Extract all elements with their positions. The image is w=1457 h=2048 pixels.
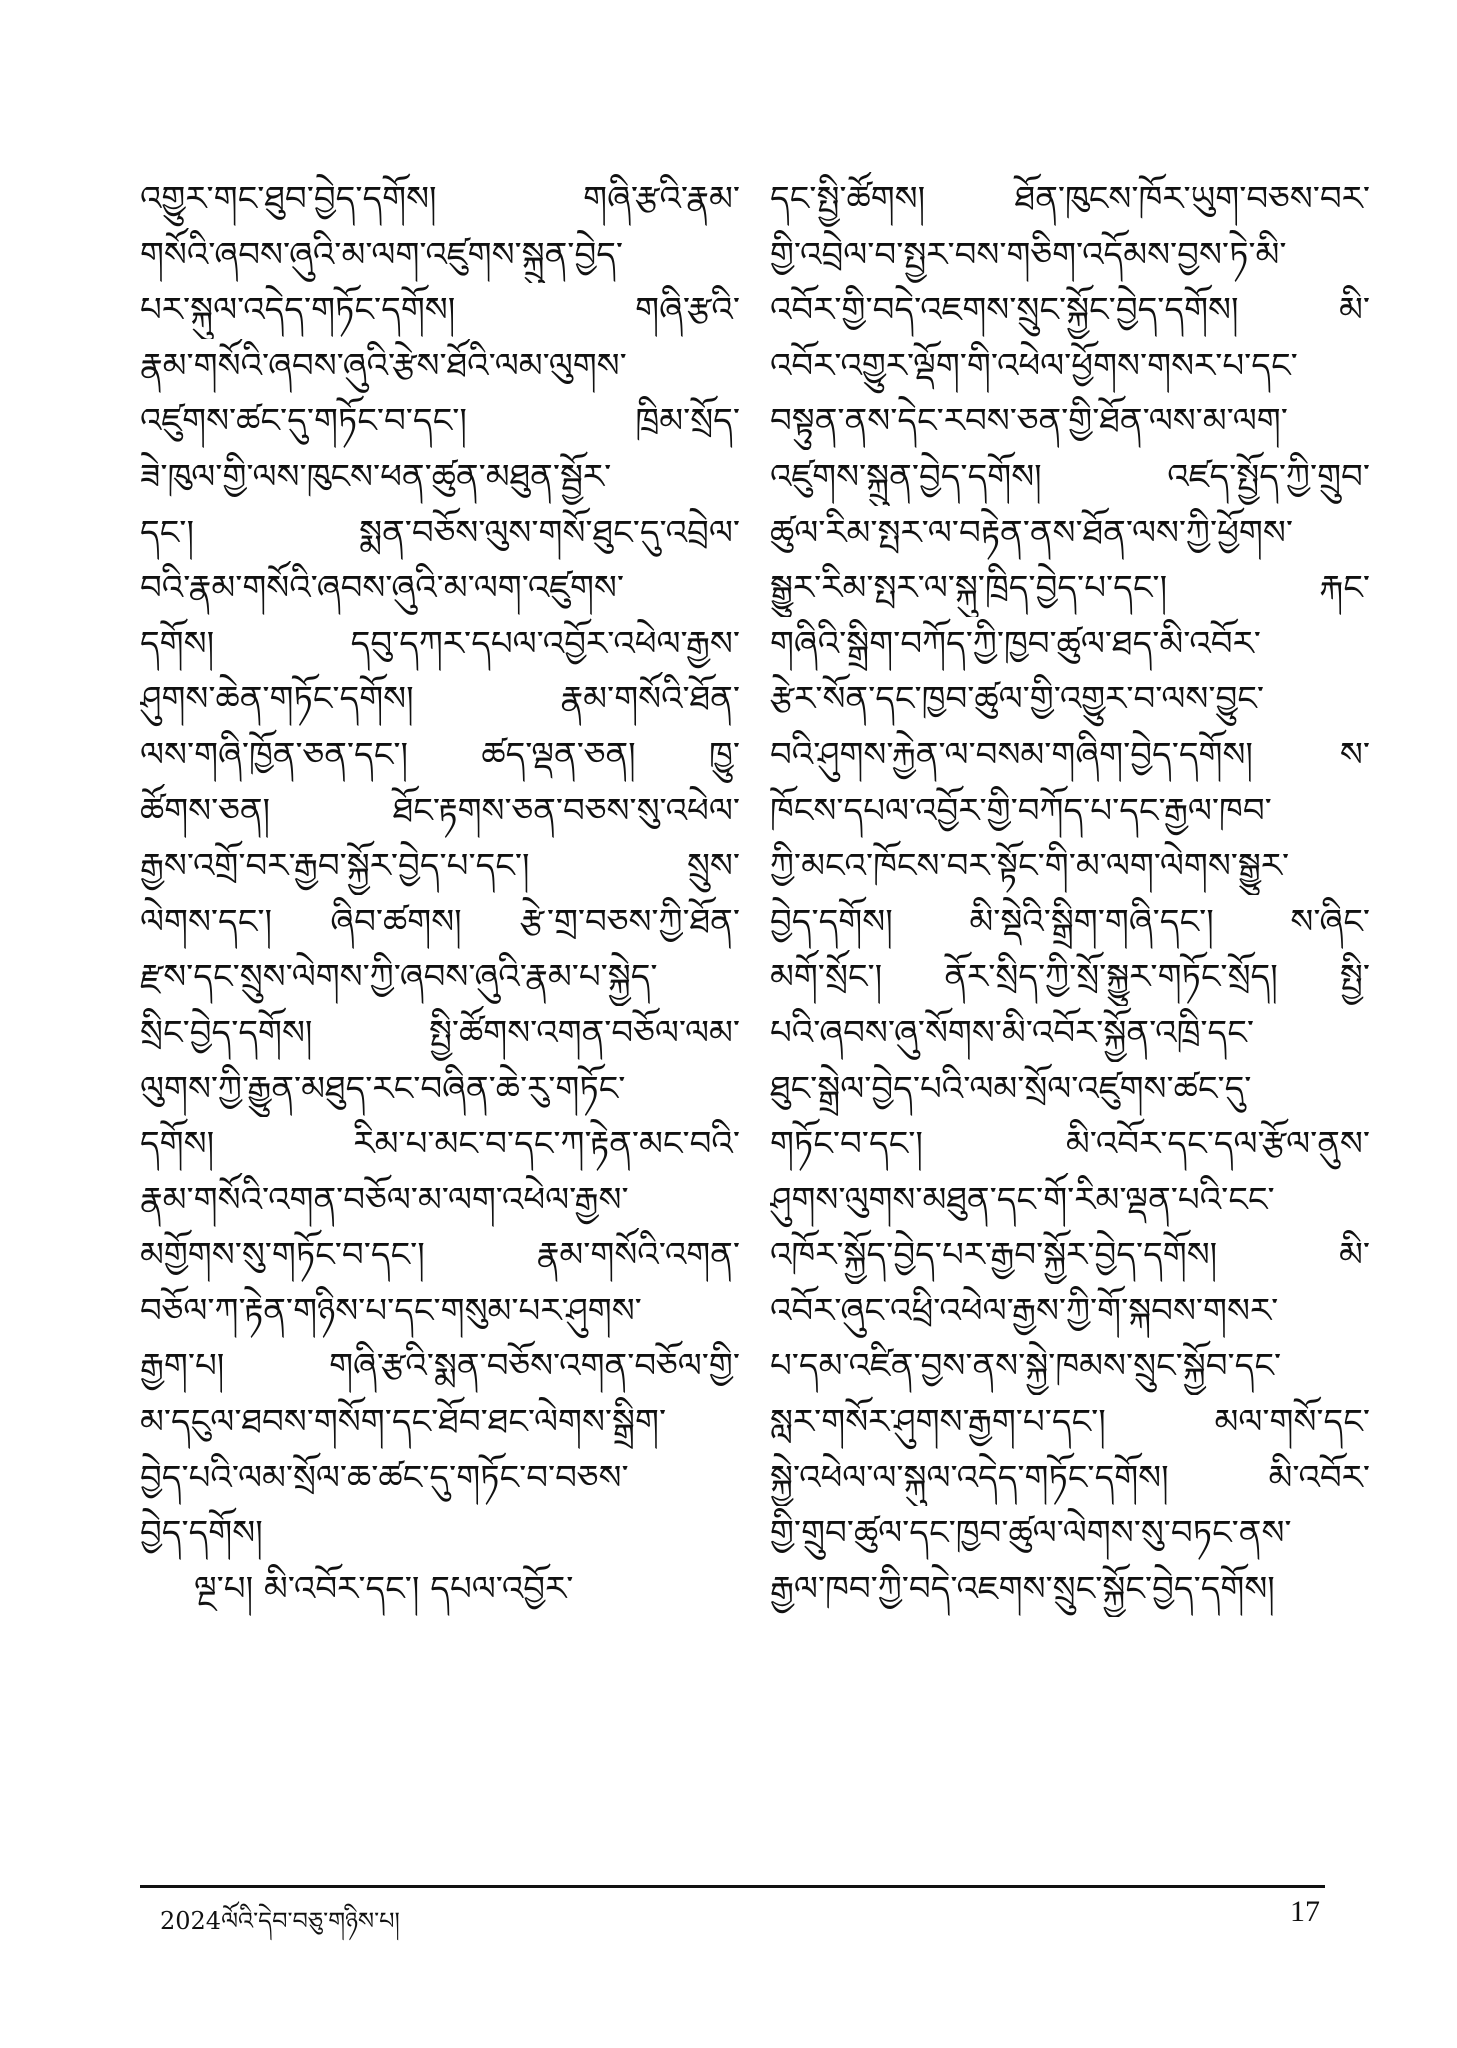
page-number: 17 bbox=[1290, 1895, 1320, 1928]
text-line: འཁོར་སྐྱོད་བྱེད་པར་རྒྱབ་སྐྱོར་བྱེད་དགོས། མི་ bbox=[770, 1235, 1370, 1276]
text-line: གཞིའི་སྒྲིག་བཀོད་ཀྱི་ཁྱབ་ཚུལ་ཐད་མི་འབོར་ bbox=[770, 623, 1261, 664]
text-line: ཤུགས་ལུགས་མཐུན་དང་གོ་རིམ་ལྡན་པའི་ངང་ bbox=[770, 1179, 1275, 1220]
text-line: སླར་གསོར་ཤུགས་རྒྱག་པ་དང་། མལ་གསོ་དང་ bbox=[770, 1402, 1370, 1443]
text-line: རྒྱལ་ཁབ་ཀྱི་བདེ་འཇགས་སྲུང་སྐྱོང་བྱེད་དགོས། bbox=[770, 1568, 1275, 1609]
text-line: སྲིང་བྱེད་དགོས། སྤྱི་ཚོགས་འགན་བཅོལ་ལམ་ bbox=[140, 1012, 740, 1053]
journal-issue-label: 2024ལོའི་དེབ་བཅུ་གཉིས་པ། bbox=[160, 1907, 400, 1935]
text-line: པ་དམ་འཛིན་བྱས་ནས་སྐྱེ་ཁམས་སྲུང་སྐྱོབ་དང་ bbox=[770, 1346, 1282, 1387]
text-line: འབོར་ཞུང་འཕྲི་འཕེལ་རྒྱས་ཀྱི་གོ་སྐབས་གསར་ bbox=[770, 1290, 1279, 1331]
text-line: འབོར་གྱི་བདེ་འཇགས་སྲུང་སྐྱོང་བྱེད་དགོས། མི་ bbox=[770, 290, 1370, 331]
text-line: ཐུང་སྒྲེལ་བྱེད་པའི་ལམ་སྲོལ་འཛུགས་ཚང་དུ་ bbox=[770, 1068, 1252, 1109]
text-line: ཚུལ་རིམ་སྤར་ལ་བརྟེན་ནས་ཐོན་ལས་ཀྱི་ཕྱོགས་ bbox=[770, 512, 1293, 553]
text-line: རྩེར་སོན་དང་ཁྱབ་ཚུལ་གྱི་འགྱུར་བ་ལས་བྱུང་ bbox=[770, 679, 1265, 720]
text-line: རྣམ་གསོའི་འགན་བཅོལ་མ་ལག་འཕེལ་རྒྱས་ bbox=[140, 1179, 629, 1220]
text-line: མགོ་སྲོང་། ནོར་སྲིད་ཀྱི་སྲོ་སྐྱུར་གཏོང་སྲོད། སྤྱི་ bbox=[770, 957, 1370, 998]
text-line: མགྱོགས་སུ་གཏོང་བ་དང་། རྣམ་གསོའི་འགན་ bbox=[140, 1235, 740, 1276]
text-line: ཟེ་ཁུལ་གྱི་ལས་ཁུངས་ཕན་ཚུན་མཐུན་སྦྱོར་ bbox=[140, 456, 612, 497]
text-line: འཛུགས་ཚང་དུ་གཏོང་བ་དང་། ཁྲིམ་སྲོད་ bbox=[140, 401, 740, 442]
text-line: རྒྱས་འགྲོ་བར་རྒྱབ་སྐྱོར་བྱེད་པ་དང་། སྲུས་ bbox=[140, 846, 740, 887]
text-line: སྒྱུར་རིམ་སྤར་ལ་སྐུ་ཁྲིད་བྱེད་པ་དང་། རྐང་ bbox=[770, 568, 1370, 609]
text-line: དང་། སྨན་བཅོས་ལུས་གསོ་ཐུང་དུ་འབྲེལ་ bbox=[140, 512, 740, 553]
text-line: རྒྱག་པ། གཞི་རྩའི་སྨན་བཅོས་འགན་བཅོལ་གྱི་ bbox=[140, 1346, 740, 1387]
text-line: མ་དངུལ་ཐབས་གསོག་དང་ཐོབ་ཐང་ལེགས་སྒྲིག་ bbox=[140, 1402, 667, 1443]
text-line: བསྟུན་ནས་དེང་རབས་ཅན་གྱི་ཐོན་ལས་མ་ལག་ bbox=[770, 401, 1288, 442]
text-line: ལེགས་དང་། ཞིབ་ཚགས། རྩེ་གྲ་བཅས་ཀྱི་ཐོན་ bbox=[140, 901, 740, 942]
text-line: བྱེད་དགོས། bbox=[140, 1513, 263, 1554]
text-line: ཤུགས་ཆེན་གཏོང་དགོས། རྣམ་གསོའི་ཐོན་ bbox=[140, 679, 740, 720]
footer-divider bbox=[140, 1885, 1325, 1888]
text-line: གྱི་འབྲེལ་བ་སྤྱར་བས་གཅིག་འདོམས་བྱས་ཏེ་མི་ bbox=[770, 234, 1287, 275]
right-column bbox=[770, 172, 1370, 1617]
text-line: འགྱུར་གང་ཐུབ་བྱེད་དགོས། གཞི་རྩའི་རྣམ་ bbox=[140, 179, 740, 219]
text-line: ཚོགས་ཅན། ཐོང་རྟགས་ཅན་བཅས་སུ་འཕེལ་ bbox=[140, 790, 740, 831]
text-line: བྱེད་དགོས། མི་སྡེའི་སྒྲིག་གཞི་དང་། ས་ཞིང་ bbox=[770, 901, 1370, 942]
text-line: གཏོང་བ་དང་། མི་འབོར་དང་དལ་རྩོལ་ནུས་ bbox=[770, 1124, 1370, 1165]
text-line: བའི་ཤུགས་རྐྱེན་ལ་བསམ་གཞིག་བྱེད་དགོས། ས་ bbox=[770, 734, 1370, 775]
text-line: སྐྱེ་འཕེལ་ལ་སྐུལ་འདེད་གཏོང་དགོས། མི་འབོར་ bbox=[770, 1457, 1370, 1498]
text-line: པར་སྐུལ་འདེད་གཏོང་དགོས། གཞི་རྩའི་ bbox=[140, 290, 740, 331]
text-line: བཅོལ་ཀ་རྟེན་གཉིས་པ་དང་གསུམ་པར་ཤུགས་ bbox=[140, 1290, 642, 1331]
text-line: གསོའི་ཞབས་ཞུའི་མ་ལག་འཛུགས་སྐྲུན་བྱེད་ bbox=[140, 234, 624, 275]
text-line: བྱེད་པའི་ལམ་སྲོལ་ཆ་ཚང་དུ་གཏོང་བ་བཅས་ bbox=[140, 1457, 629, 1498]
text-line: རྣམ་གསོའི་ཞབས་ཞུའི་རྩེས་ཐོའི་ལམ་ལུགས་ bbox=[140, 345, 627, 386]
text-line: པའི་ཞབས་ཞུ་སོགས་མི་འབོར་སྐྱོན་འཁྲི་དང་ bbox=[770, 1012, 1254, 1053]
text-line: གྱི་གྲུབ་ཚུལ་དང་ཁྱབ་ཚུལ་ལེགས་སུ་བཏང་ནས་ bbox=[770, 1513, 1292, 1554]
text-line: དགོས། རིམ་པ་མང་བ་དང་ཀ་རྟེན་མང་བའི་ bbox=[140, 1124, 740, 1165]
text-line: བའི་རྣམ་གསོའི་ཞབས་ཞུའི་མ་ལག་འཛུགས་ bbox=[140, 568, 625, 609]
text-line: ཀྱི་མངའ་ཁོངས་བར་སྟོང་གི་མ་ལག་ལེགས་སྒྱུར་ bbox=[770, 846, 1290, 887]
text-line: ཁོངས་དཔལ་འབྱོར་གྱི་བཀོད་པ་དང་རྒྱལ་ཁབ་ bbox=[770, 790, 1272, 831]
text-line: རྫས་དང་སྲུས་ལེགས་ཀྱི་ཞབས་ཞུའི་རྣམ་པ་སྐྱེད་ bbox=[140, 957, 658, 998]
left-column bbox=[140, 172, 740, 1617]
text-line: དང་སྤྱི་ཚོགས། ཐོན་ཁུངས་ཁོར་ཡུག་བཅས་བར་ bbox=[770, 179, 1370, 219]
text-line: ལུགས་ཀྱི་རྒྱུན་མཐུད་རང་བཞིན་ཆེ་རུ་གཏོང་ bbox=[140, 1068, 626, 1109]
text-line: འཛུགས་སྐྲུན་བྱེད་དགོས། འཛད་སྤྱོད་ཀྱི་གྲུབ་ bbox=[770, 456, 1370, 497]
text-line: ལས་གཞི་ཁྱོན་ཅན་དང་། ཚད་ལྡན་ཅན། ཁྱུ་ bbox=[140, 734, 740, 775]
text-line: དགོས། དབུ་དཀར་དཔལ་འབྱོར་འཕེལ་རྒྱས་ bbox=[140, 623, 740, 664]
text-line: ལྔ་པ། མི་འབོར་དང་། དཔལ་འབྱོར་ bbox=[194, 1568, 574, 1609]
text-line: འབོར་འགྱུར་ལྡོག་གི་འཕེལ་ཕྱོགས་གསར་པ་དང་ bbox=[770, 345, 1298, 386]
